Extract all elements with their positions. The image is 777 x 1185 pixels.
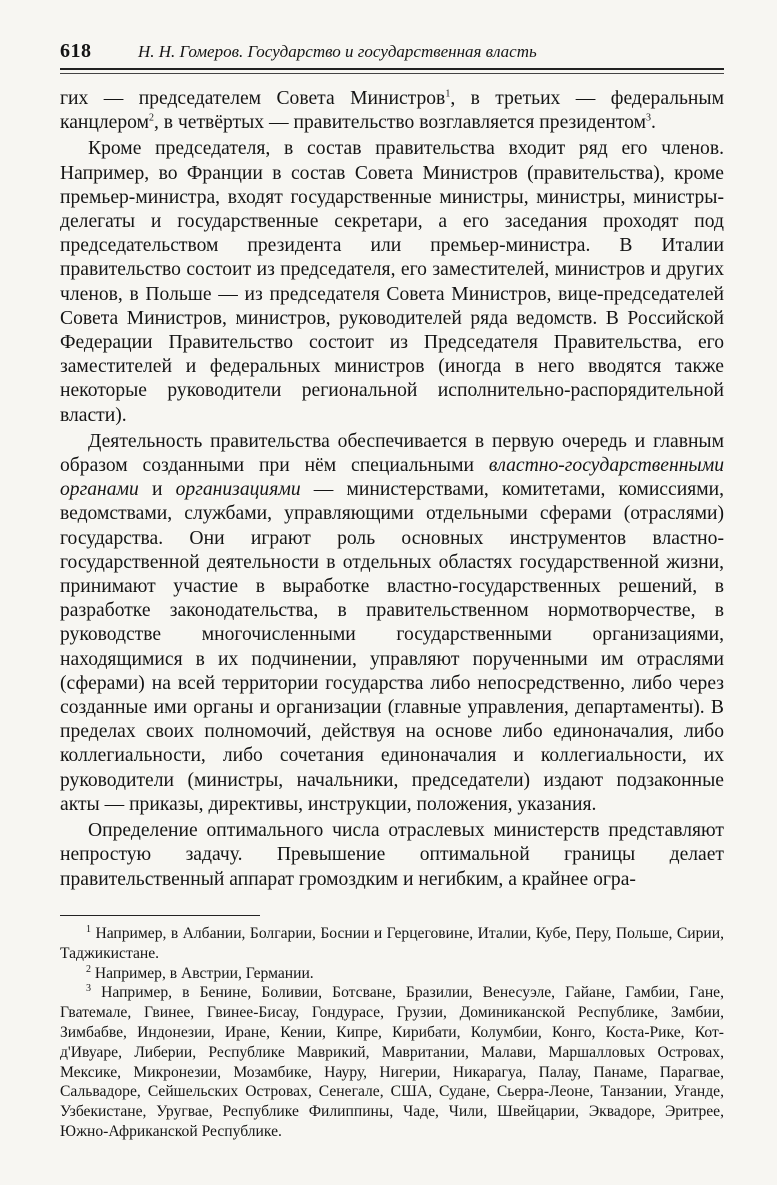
header-rule-thin <box>60 73 724 74</box>
p3-emphasis-organizations: организациями <box>175 479 301 501</box>
p3-text-a: Деятельность правительства обеспечивается в первую очередь и главным образом созданными при нём специальными <box>60 430 724 477</box>
footnote-ref-1: 1 <box>445 88 451 100</box>
footnote-mark: 2 <box>86 963 91 975</box>
p3-emphasis-organs: властно-государственными органами <box>60 455 724 501</box>
p1-text-a: гих — председателем Совета Министров <box>60 88 446 109</box>
running-head: Н. Н. Гомеров. Государство и государственная власть <box>138 42 537 61</box>
page-number: 618 <box>60 40 92 62</box>
p3-text-c: — министерствами, комитетами, комиссиями, ведомствами, службами, управляющими отдельными сферами (отраслями) государства. Они играют роль основных инструментов властно-государственной деятельности в отдельных областях государственной жизни, принимают участие в выработке властно-государственных решений, в разработке законодательства, в правительственном нормотворчестве, в руководстве многочисленными государственными организациями, находящимися в их подчинении, управляют порученными им отраслями (сферами) на всей территории государства либо непосредственно, либо через созданные ими органы и организации (главные управления, департаменты). В пределах своих полномочий, действуя на основе либо единоначалия, либо коллегиальности, либо сочетания единоначалия и коллегиальности, их руководители (министры, начальники, председатели) издают подзаконные акты — приказы, директивы, инструкции, положения, указания. <box>60 479 724 815</box>
footnote-1 <box>60 924 724 964</box>
p1-text-d: . <box>651 112 656 134</box>
header-rule <box>60 68 724 70</box>
footnote-text: Например, в Албании, Болгарии, Боснии и Герцеговине, Италии, Кубе, Перу, Польше, Сирии, Таджикистане. <box>60 925 724 962</box>
footnote-ref-2: 2 <box>149 112 154 124</box>
p3-text-b: и <box>138 479 176 501</box>
footnote-2 <box>60 964 724 984</box>
paragraph-2: Кроме председателя, в состав правительства входит ряд его членов. Например, во Франции в состав Совета Министров (правительства), кроме премьер-министра, входят государственные министры, министры, министры-делегаты и государственные секретари, а его заседания проходят под председательством президента или премьер-министра. В Италии правительство состоит из председателя, его заместителей, министров и других членов, в Польше — из председателя Совета Министров, вице-председателей Совета Министров, министров, руководителей ряда ведомств. В Российской Федерации Правительство состоит из Председателя Правительства, его заместителей и федеральных министров (иногда в него вводятся также некоторые руководители региональной исполнительно-распорядительной власти). <box>60 138 724 426</box>
paragraph-1 <box>60 87 724 135</box>
footnotes <box>60 924 724 1142</box>
paragraph-3 <box>60 430 724 817</box>
main-text <box>60 87 724 892</box>
footnote-text: Например, в Бенине, Боливии, Ботсване, Бразилии, Венесуэле, Гайане, Гамбии, Гане, Гватемале, Гвинее, Гвинее-Бисау, Гондурасе, Грузии, Доминиканской Республике, Замбии, Зимбабве, Индонезии, Иране, Кении, Кипре, Кирибати, Колумбии, Конго, Коста-Рике, Кот-д'Ивуаре, Либерии, Республике Маврикий, Мавритании, Малави, Маршалловых Островах, Мексике, Микронезии, Мозамбике, Науру, Нигерии, Никарагуа, Палау, Панаме, Парагвае, Сальвадоре, Сейшельских Островах, Сенегале, США, Судане, Сьерра-Леоне, Танзании, Уганде, Узбекистане, Уругвае, Республике Филиппины, Чаде, Чили, Швейцарии, Эквадоре, Эритрее, Южно-Африканской Республике. <box>60 984 724 1140</box>
p1-text-b: , в третьих — федеральным канцлером <box>60 88 724 134</box>
footnote-text: Например, в Австрии, Германии. <box>94 964 314 982</box>
footnote-mark: 3 <box>86 983 91 995</box>
footnote-mark: 1 <box>86 923 91 935</box>
page-header <box>60 36 724 64</box>
p1-text-c: , в четвёртых — правительство возглавляется президентом <box>154 112 647 134</box>
footnote-3 <box>60 983 724 1141</box>
paragraph-4: Определение оптимального числа отраслевых министерств представляют непростую задачу. Превышение оптимальной границы делает правительственный аппарат громоздким и негибким, а крайнее огра- <box>60 820 724 890</box>
footnote-rule <box>60 915 260 916</box>
footnote-ref-3: 3 <box>646 112 652 124</box>
